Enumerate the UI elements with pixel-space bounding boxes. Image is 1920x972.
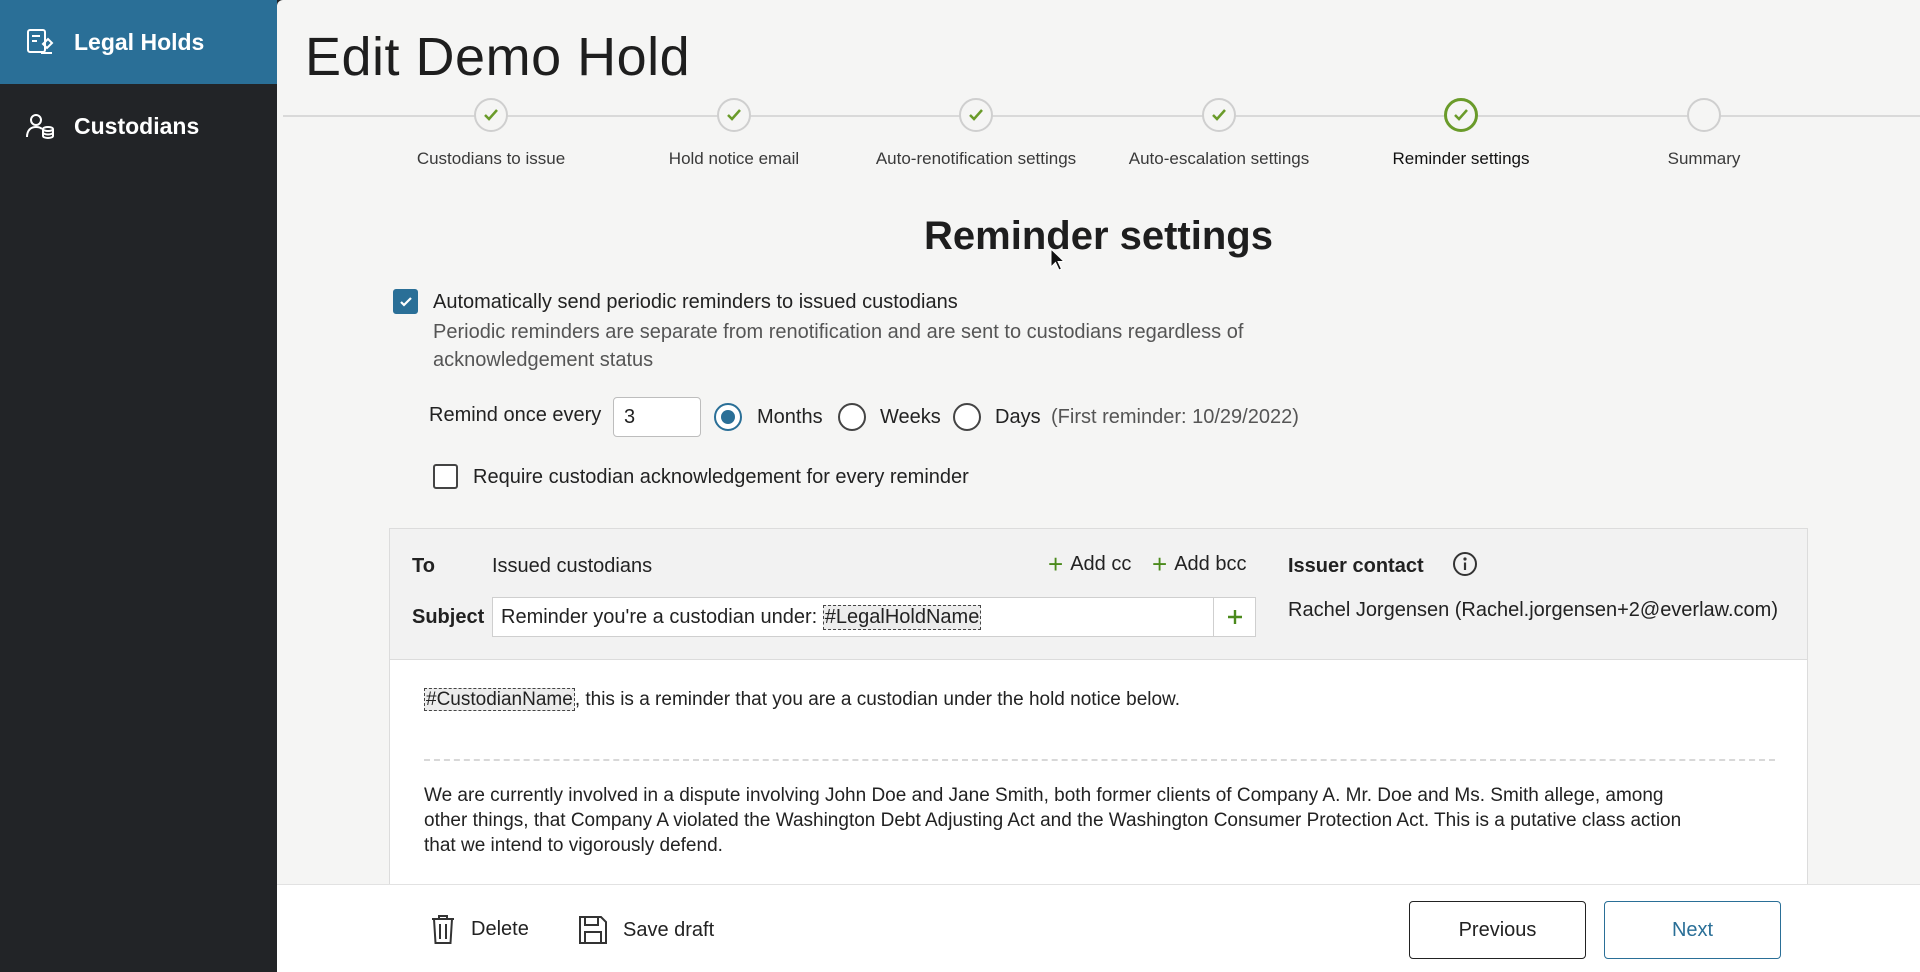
step-hold-notice-email[interactable] <box>604 98 864 169</box>
page-title: Edit Demo Hold <box>305 27 691 87</box>
plus-icon <box>1225 607 1245 627</box>
auto-send-help-line1: Periodic reminders are separate from renotification and are sent to custodians regardless of <box>433 321 1244 343</box>
radio-months[interactable] <box>714 403 742 431</box>
sidebar-item-custodians[interactable] <box>0 84 277 168</box>
sidebar-item-label: Custodians <box>74 112 200 139</box>
to-value: Issued custodians <box>492 555 653 577</box>
checkmark-icon <box>398 294 414 310</box>
check-icon <box>959 98 993 132</box>
issuer-contact-label: Issuer contact <box>1288 555 1424 577</box>
footer-bar <box>277 884 1920 972</box>
step-auto-renotification[interactable] <box>846 98 1106 169</box>
check-icon <box>717 98 751 132</box>
step-summary[interactable] <box>1574 98 1834 169</box>
section-title: Reminder settings <box>924 214 1273 258</box>
next-button[interactable]: Next <box>1604 901 1781 959</box>
radio-weeks-label[interactable]: Weeks <box>880 406 941 428</box>
paragraph-line: that we intend to vigorously defend. <box>424 835 723 856</box>
step-label: Summary <box>1667 149 1741 168</box>
require-ack-label: Require custodian acknowledgement for every reminder <box>473 466 969 488</box>
require-ack-checkbox[interactable] <box>433 464 458 489</box>
save-draft-button[interactable] <box>577 914 714 946</box>
paragraph-line: other things, that Company A violated the Washington Debt Adjusting Act and the Washington Consumer Protection Act. This is a putative class action <box>424 810 1682 831</box>
sidebar-item-legal-holds[interactable] <box>0 0 277 84</box>
subject-text: Reminder you're a custodian under: <box>501 605 823 628</box>
radio-months-label[interactable]: Months <box>757 406 823 428</box>
step-label: Hold notice email <box>668 149 800 168</box>
save-icon <box>577 914 609 946</box>
mouse-cursor-icon <box>1050 248 1066 277</box>
issuer-contact-value: Rachel Jorgensen (Rachel.jorgensen+2@everlaw.com) <box>1288 599 1778 621</box>
first-reminder-date: (First reminder: 10/29/2022) <box>1051 406 1299 428</box>
check-icon <box>1202 98 1236 132</box>
legal-hold-name-variable[interactable]: #LegalHoldName <box>824 605 980 628</box>
custodian-name-variable[interactable]: #CustodianName <box>426 689 573 710</box>
dashed-divider <box>424 759 1775 761</box>
interval-input[interactable] <box>613 397 701 437</box>
legal-holds-icon <box>24 26 56 58</box>
step-label: Auto-renotification settings <box>875 149 1077 168</box>
step-label: Auto-escalation settings <box>1128 149 1310 168</box>
step-reminder-settings[interactable] <box>1331 98 1591 169</box>
radio-days[interactable] <box>953 403 981 431</box>
auto-send-help-line2: acknowledgement status <box>433 349 654 371</box>
auto-send-label: Automatically send periodic reminders to issued custodians <box>433 291 958 313</box>
plus-icon: + <box>1152 549 1168 579</box>
check-icon <box>1444 98 1478 132</box>
add-cc-label: Add cc <box>1070 552 1132 575</box>
subject-input[interactable] <box>492 597 1214 637</box>
add-bcc-label: Add bcc <box>1174 552 1247 575</box>
add-cc-button[interactable] <box>1048 551 1131 577</box>
paragraph-line: We are currently involved in a dispute involving John Doe and Jane Smith, both former clients of Company A. Mr. Doe and Ms. Smith allege, among <box>424 785 1664 806</box>
pending-step-icon <box>1687 98 1721 132</box>
radio-days-label[interactable]: Days <box>995 406 1041 428</box>
email-header <box>390 529 1807 660</box>
to-label: To <box>412 555 435 577</box>
delete-label: Delete <box>471 917 529 940</box>
remind-label: Remind once every <box>429 404 602 426</box>
trash-icon <box>429 912 457 946</box>
step-custodians-to-issue[interactable] <box>361 98 621 169</box>
auto-send-checkbox[interactable] <box>393 289 418 314</box>
radio-weeks[interactable] <box>838 403 866 431</box>
sidebar-item-label: Legal Holds <box>74 28 205 55</box>
intro-text: , this is a reminder that you are a custodian under the hold notice below. <box>574 689 1181 710</box>
previous-button[interactable]: Previous <box>1409 901 1586 959</box>
sidebar <box>0 0 277 972</box>
add-bcc-button[interactable] <box>1152 551 1246 577</box>
email-body-intro[interactable] <box>424 687 1180 712</box>
email-body-paragraph[interactable] <box>424 783 1681 858</box>
check-icon <box>474 98 508 132</box>
step-label: Custodians to issue <box>416 149 566 168</box>
step-label: Reminder settings <box>1392 149 1530 168</box>
insert-variable-button[interactable] <box>1214 597 1256 637</box>
subject-label: Subject <box>412 606 485 628</box>
info-icon[interactable] <box>1452 551 1478 582</box>
save-draft-label: Save draft <box>623 918 715 941</box>
custodians-icon <box>24 110 56 142</box>
main-panel <box>277 0 1920 972</box>
plus-icon: + <box>1048 549 1064 579</box>
delete-button[interactable] <box>429 912 529 946</box>
step-auto-escalation[interactable] <box>1089 98 1349 169</box>
